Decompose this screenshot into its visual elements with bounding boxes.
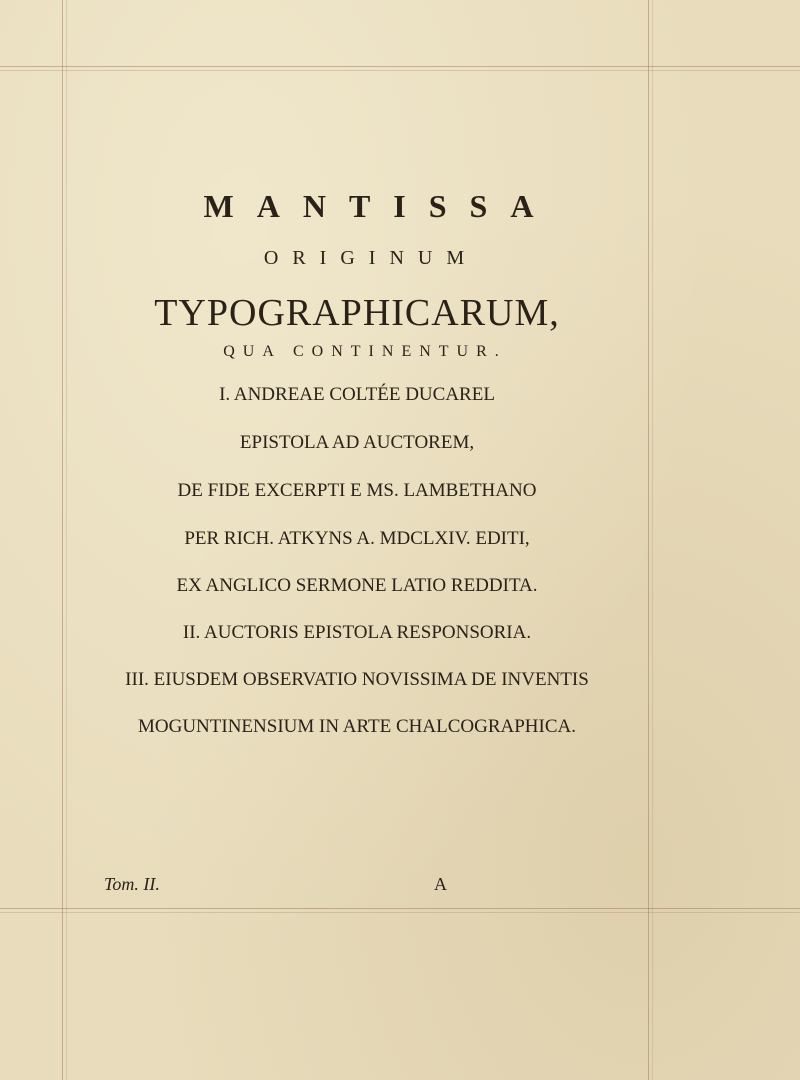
bottom-rule: [0, 908, 800, 909]
contents-line: DE FIDE EXCERPTI E MS. LAMBETHANO: [177, 480, 537, 501]
title-qua-continentur: QUA CONTINENTUR.: [223, 343, 507, 360]
contents-line: II. AUCTORIS EPISTOLA RESPONSORIA.: [182, 622, 532, 643]
top-rule-shadow: [0, 70, 800, 71]
contents-line: EX ANGLICO SERMONE LATIO REDDITA.: [176, 575, 538, 596]
contents-line: III. EIUSDEM OBSERVATIO NOVISSIMA DE INVENTIS: [125, 669, 589, 690]
footer-signature: A: [434, 874, 447, 894]
title-typographicarum: TYPOGRAPHICARUM,: [154, 292, 560, 334]
contents-line: I. ANDREAE COLTÉE DUCAREL: [219, 384, 495, 405]
title-originum: ORIGINUM: [263, 247, 479, 269]
right-rule-shadow: [652, 0, 653, 1080]
top-rule: [0, 66, 800, 67]
contents-line: MOGUNTINENSIUM IN ARTE CHALCOGRAPHICA.: [138, 716, 576, 737]
title-mantissa: MANTISSA: [203, 188, 557, 224]
bottom-rule-shadow: [0, 912, 800, 913]
contents-line: PER RICH. ATKYNS A. MDCLXIV. EDITI,: [184, 528, 530, 549]
contents-line: EPISTOLA AD AUCTOREM,: [239, 432, 475, 453]
footer-volume: Tom. II.: [104, 874, 160, 894]
